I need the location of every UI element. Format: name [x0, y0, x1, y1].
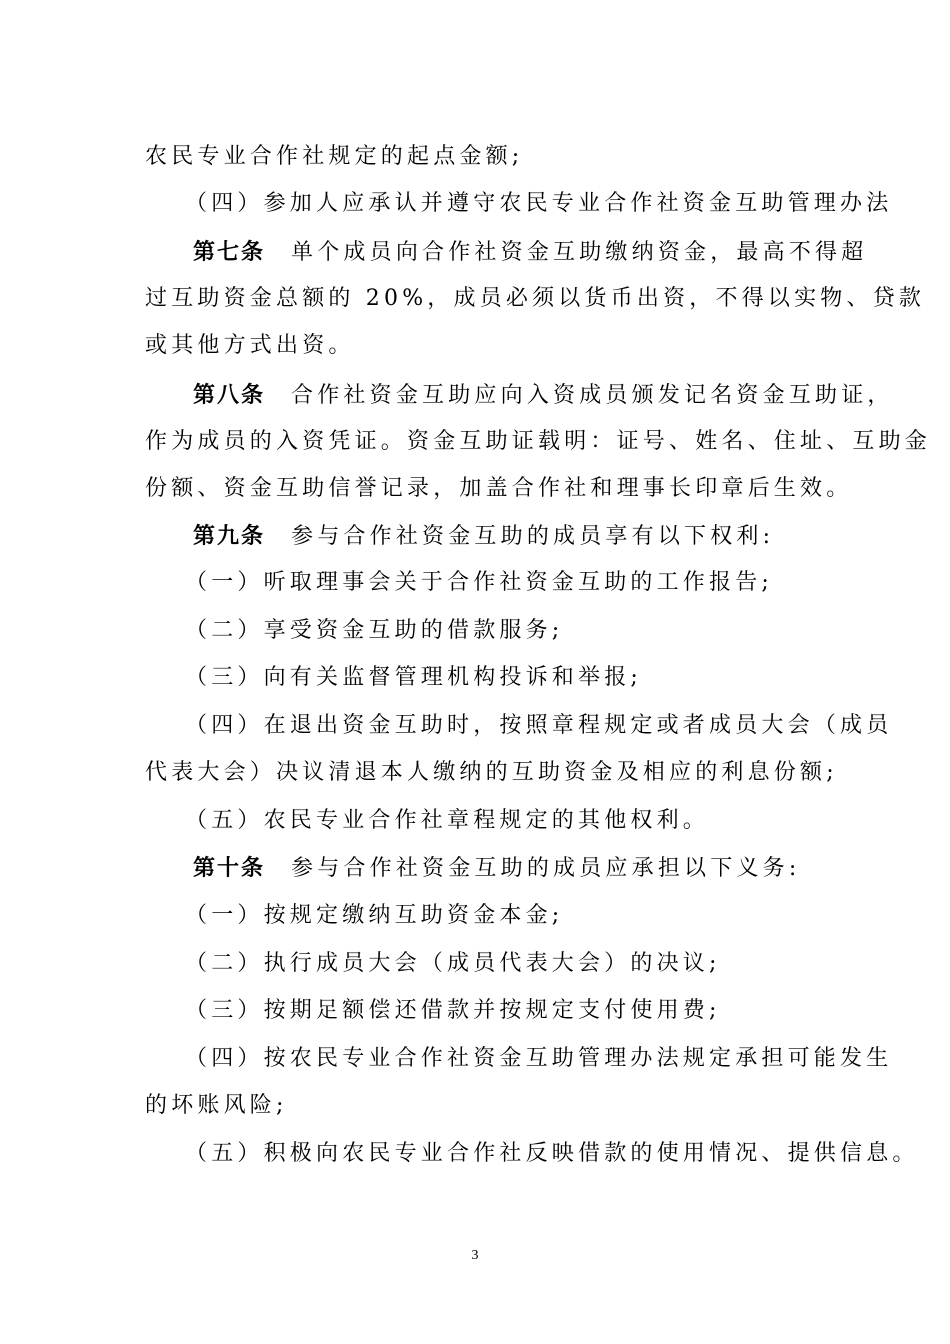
text-line: （四）在退出资金互助时，按照章程规定或者成员大会（成员 [185, 713, 893, 738]
text-line: 的坏账风险; [145, 1093, 288, 1118]
text-line: （五）积极向农民专业合作社反映借款的使用情况、提供信息。 [185, 1141, 919, 1166]
text-line: 农民专业合作社规定的起点金额; [145, 144, 524, 169]
article-text: 单个成员向合作社资金互助缴纳资金，最高不得超 [291, 240, 868, 265]
article-8-line [193, 380, 894, 411]
article-9-line [193, 521, 873, 552]
text-line: （一）听取理事会关于合作社资金互助的工作报告; [185, 570, 774, 595]
text-line: （三）按期足额偿还借款并按规定支付使用费; [185, 998, 721, 1023]
text-line: 过互助资金总额的 20%，成员必须以货币出资，不得以实物、贷款 [145, 286, 926, 311]
text-line: （三）向有关监督管理机构投诉和举报; [185, 665, 643, 690]
text-line: 代表大会）决议清退本人缴纳的互助资金及相应的利息份额; [145, 760, 838, 785]
article-text: 参与合作社资金互助的成员享有以下权利: [291, 524, 775, 549]
text-line: （五）农民专业合作社章程规定的其他权利。 [185, 808, 710, 833]
text-line: 作为成员的入资凭证。资金互助证载明：证号、姓名、住址、互助金 [145, 429, 932, 454]
text-line: （一）按规定缴纳互助资金本金; [185, 903, 564, 928]
article-heading: 第七条 [193, 239, 266, 265]
text-line: （二）执行成员大会（成员代表大会）的决议; [185, 951, 721, 976]
text-line: 份额、资金互助信誉记录，加盖合作社和理事长印章后生效。 [145, 476, 853, 501]
article-heading: 第九条 [193, 523, 266, 549]
page-number: 3 [471, 1248, 479, 1263]
article-7-line [193, 237, 873, 268]
article-text: 合作社资金互助应向入资成员颁发记名资金互助证， [291, 383, 894, 408]
article-heading: 第八条 [193, 382, 266, 408]
text-line: （二）享受资金互助的借款服务; [185, 618, 564, 643]
article-10-line [193, 853, 873, 884]
text-line: （四）参加人应承认并遵守农民专业合作社资金互助管理办法 [185, 191, 893, 216]
text-line: （四）按农民专业合作社资金互助管理办法规定承担可能发生 [185, 1046, 893, 1071]
article-text: 参与合作社资金互助的成员应承担以下义务: [291, 856, 801, 881]
text-line: 或其他方式出资。 [145, 333, 355, 358]
article-heading: 第十条 [193, 855, 266, 881]
